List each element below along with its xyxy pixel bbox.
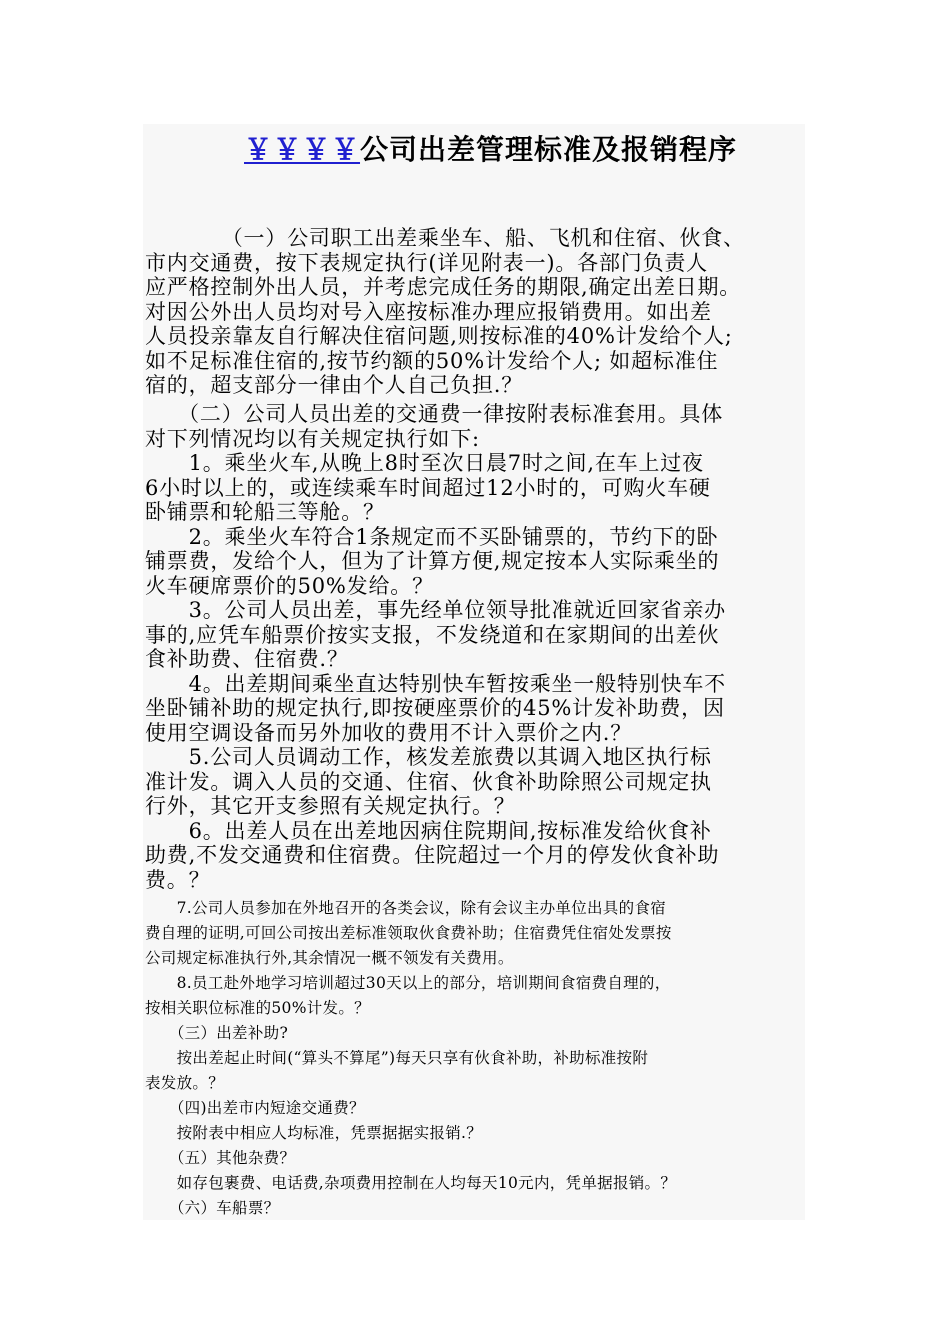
text-line: 宿的，超支部分一律由个人自己负担.？ (145, 373, 524, 397)
text-line: 8.员工赴外地学习培训超过30天以上的部分，培训期间食宿费自理的， (145, 974, 671, 992)
text-line: 按出差起止时间(“算头不算尾”)每天只享有伙食补助，补助标准按附 (145, 1049, 649, 1067)
text-line: 如不足标准住宿的,按节约额的50%计发给个人; 如超标准住 (145, 348, 719, 373)
text-line: 坐卧铺补助的规定执行,即按硬座票价的45%计发补助费，因 (145, 696, 725, 720)
text-line: 按附表中相应人均标准，凭票据据实报销.？ (145, 1124, 483, 1142)
text-line: 食补助费、住宿费.？ (145, 647, 349, 671)
text-line: 3。公司人员出差，事先经单位领导批准就近回家省亲办 (145, 598, 726, 622)
text-line: 2。乘坐火车符合1条规定而不买卧铺票的，节约下的卧 (145, 524, 719, 549)
section-3-paragraph (145, 896, 807, 1221)
text-line: 表发放。？ (145, 1074, 225, 1092)
text-line: 事的,应凭车船票价按实支报，不发绕道和在家期间的出差伙 (145, 622, 720, 647)
text-line: 费自理的证明,可回公司按出差标准领取伙食费补助；住宿费凭住宿处发票按 (145, 924, 672, 942)
title-link[interactable]: ￥￥￥￥ (244, 133, 361, 166)
text-line: （二）公司人员出差的交通费一律按附表标准套用。具体 (145, 402, 724, 426)
text-line: 对因公外出人员均对号入座按标准办理应报销费用。如出差 (145, 299, 712, 324)
text-line: 6。出差人员在出差地因病住院期间,按标准发给伙食补 (145, 818, 712, 843)
text-line: 7.公司人员参加在外地召开的各类会议，除有会议主办单位出具的食宿 (145, 899, 666, 917)
text-line: 公司规定标准执行外,其余情况一概不领发有关费用。 (145, 949, 514, 967)
text-line: 4。出差期间乘坐直达特别快车暂按乘坐一般特别快车不 (145, 671, 726, 696)
subheading: （五）其他杂费？ (145, 1149, 296, 1167)
text-line: 行外，其它开支参照有关规定执行。？ (145, 794, 516, 818)
text-line: 卧铺票和轮船三等舱。？ (145, 500, 385, 524)
text-line: 应严格控制外出人员，并考虑完成任务的期限,确定出差日期。 (145, 275, 742, 299)
section-1-paragraph (145, 226, 807, 398)
text-line: 对下列情况均以有关规定执行如下: (145, 426, 480, 451)
text-line: 助费,不发交通费和住宿费。住院超过一个月的停发伙食补助 (145, 843, 720, 867)
text-line: （一）公司职工出差乘坐车、船、飞机和住宿、伙食、 (145, 226, 745, 250)
text-line: 6小时以上的，或连续乘车时间超过12小时的，可购火车硬 (145, 475, 711, 500)
text-line: 按相关职位标准的50%计发。？ (145, 999, 370, 1017)
subheading: （四)出差市内短途交通费？ (145, 1099, 365, 1117)
text-line: 人员投亲靠友自行解决住宿问题,则按标准的40%计发给个人; (145, 324, 733, 348)
text-line: 火车硬席票价的50%发给。？ (145, 573, 434, 598)
text-line: 市内交通费，按下表规定执行(详见附表一)。各部门负责人 (145, 250, 708, 275)
document-title (244, 130, 737, 170)
text-line: 5.公司人员调动工作，核发差旅费以其调入地区执行标 (145, 745, 712, 769)
text-line: 1。乘坐火车,从晚上8时至次日晨7时之间,在车上过夜 (145, 451, 704, 475)
title-text: 公司出差管理标准及报销程序 (360, 133, 738, 166)
text-line: 准计发。调入人员的交通、住宿、伙食补助除照公司规定执 (145, 769, 712, 794)
text-line: 如存包裹费、电话费,杂项费用控制在人均每天10元内，凭单据报销。？ (145, 1174, 677, 1192)
text-line: 费。？ (145, 867, 211, 892)
text-line: 使用空调设备而另外加收的费用不计入票价之内.？ (145, 720, 633, 745)
section-2-paragraph (145, 402, 807, 892)
text-line: 铺票费，发给个人，但为了计算方便,规定按本人实际乘坐的 (145, 549, 720, 573)
subheading: （六）车船票？ (145, 1199, 280, 1217)
subheading: （三）出差补助? (145, 1024, 289, 1042)
